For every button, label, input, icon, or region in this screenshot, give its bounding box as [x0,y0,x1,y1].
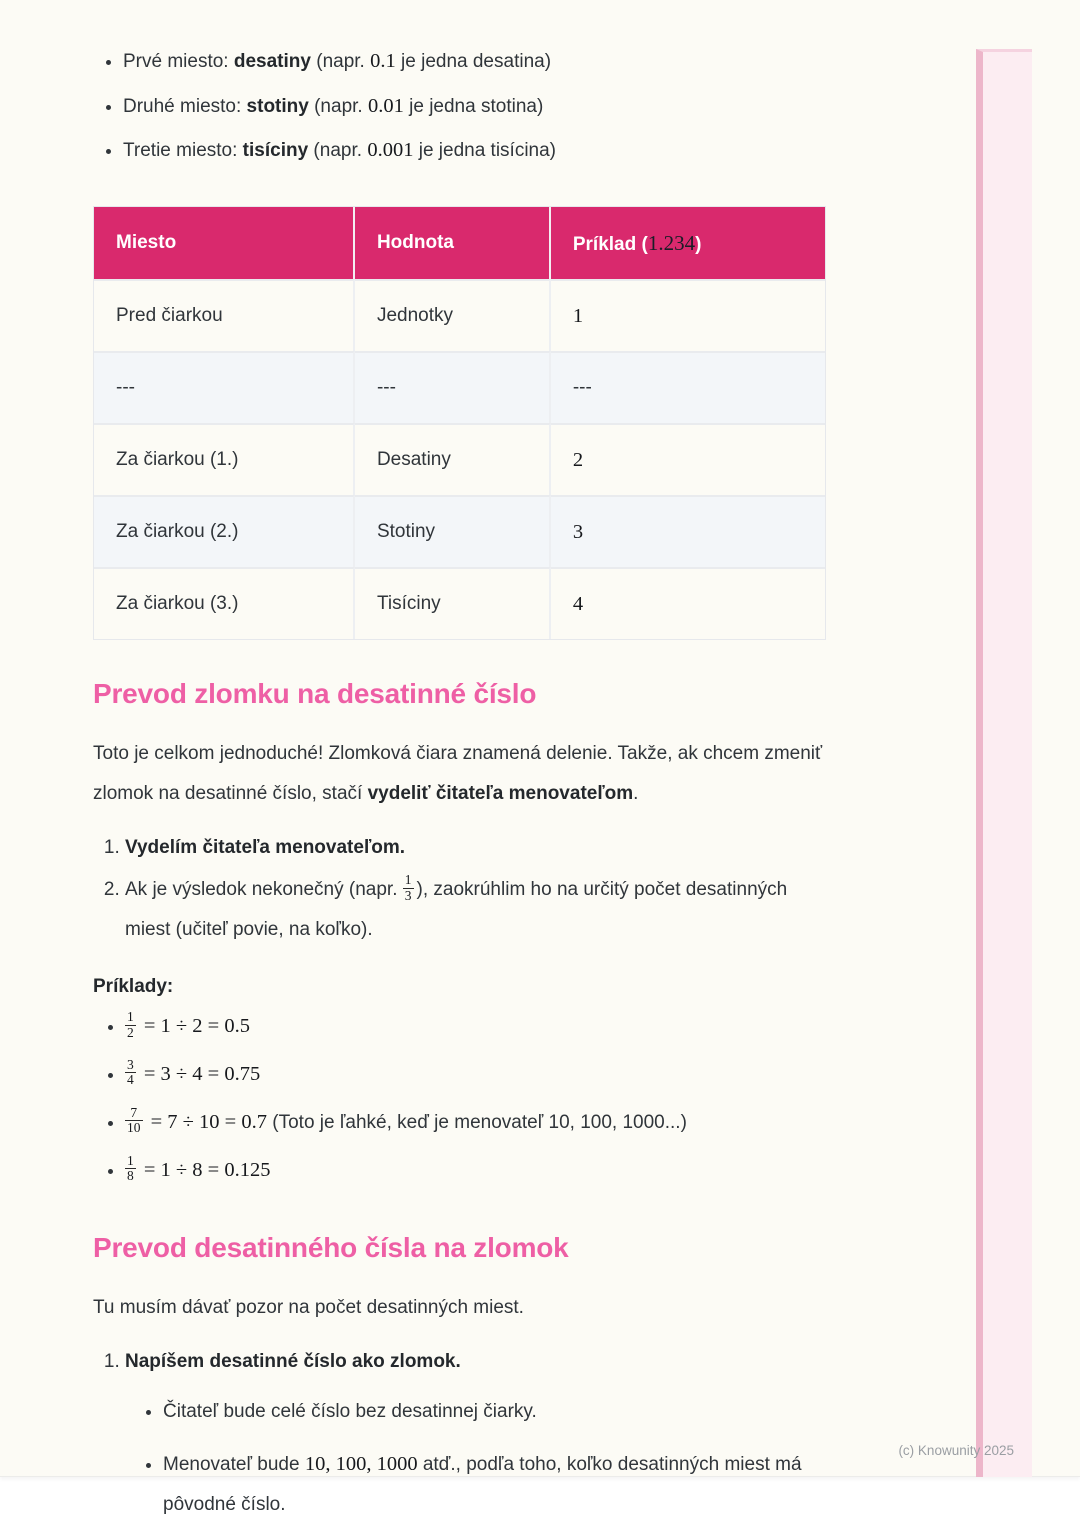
table-cell: Za čiarkou (1.) [94,423,355,495]
table-row [94,279,825,351]
sub-list-item: • Menovateľ bude 10, 100, 1000 atď., podľa toho, koľko desatinných miest má pôvodné číslo. [163,1444,833,1525]
fraction: $\frac{1}{3}$ [404,872,412,903]
scrollbar-track[interactable] [976,49,1032,1477]
document-content [93,0,833,1528]
section2-steps [93,1342,833,1525]
step-sub-list [125,1392,833,1525]
table-cell: 2 [551,423,825,495]
table-row [94,351,825,423]
section-heading-fraction-to-decimal: Prevod zlomku na desatinné číslo [93,678,537,710]
table-cell: Tisíciny [355,567,551,639]
example-item: • $\frac{7}{10}$ = 7 ÷ 10 = 0.7 (Toto je ľahké, keď je menovateľ 10, 100, 1000...) [125,1106,833,1139]
list-item: • Prvé miesto: desatiny (napr. 0.1 je jedna desatina) [123,47,833,77]
fraction: • $\frac{1}{2}$ [127,1009,134,1040]
example-item: • $\frac{1}{8}$ = 1 ÷ 8 = 0.125 [125,1154,833,1187]
section1-steps [93,828,833,950]
table-row [94,495,825,567]
copyright-watermark: (c) Knowunity 2025 [898,1443,1014,1458]
table-cell: Pred čiarkou [94,279,355,351]
fraction: • $\frac{7}{10}$ [127,1105,141,1136]
step-text: Napíšem desatinné číslo ako zlomok. [125,1351,461,1373]
table-header-priklad: Príklad (1.234) [551,207,825,279]
table-cell: --- [551,351,825,423]
table-header-miesto: Miesto [94,207,355,279]
examples-list [93,1010,833,1186]
table-cell: --- [355,351,551,423]
table-row [94,567,825,639]
table-cell: Jednotky [355,279,551,351]
decimal-places-table [93,206,826,640]
section1-paragraph: Toto je celkom jednoduché! Zlomková čiara znamená delenie. Takže, ak chcem zmeniť zlomok na desatinné číslo, stačí vydeliť čitateľa menovateľom. [93,743,823,805]
table-cell: 4 [551,567,825,639]
sub-list-item: • Čitateľ bude celé číslo bez desatinnej čiarky. [163,1392,833,1432]
example-item: • $\frac{3}{4}$ = 3 ÷ 4 = 0.75 [125,1058,833,1091]
table-row [94,423,825,495]
example-item: • $\frac{1}{2}$ = 1 ÷ 2 = 0.5 [125,1010,833,1043]
decimal-places-list [93,0,833,166]
table-cell: Desatiny [355,423,551,495]
table-cell: Za čiarkou (3.) [94,567,355,639]
table-cell: 3 [551,495,825,567]
table-cell: Stotiny [355,495,551,567]
section-heading-decimal-to-fraction: Prevod desatinného čísla na zlomok [93,1232,569,1264]
table-header-hodnota: Hodnota [355,207,551,279]
section2-paragraph: Tu musím dávať pozor na počet desatinných miest. [93,1297,524,1319]
examples-label: Príklady: [93,976,174,998]
table-cell: --- [94,351,355,423]
step-item: 1. Vydelím čitateľa menovateľom. [125,828,833,868]
list-item: • Tretie miesto: tisíciny (napr. 0.001 je jedna tisícina) [123,136,833,166]
table-cell: Za čiarkou (2.) [94,495,355,567]
step-item [125,1342,833,1525]
fraction: • $\frac{3}{4}$ [127,1057,134,1088]
step-item: 2. Ak je výsledok nekonečný (napr. $\frac{1}{3}$ ), zaokrúhlim ho na určitý počet desatinných miest (učiteľ povie, na koľko). [125,870,833,950]
table-header-row [94,207,825,279]
table-cell: 1 [551,279,825,351]
list-item: • Druhé miesto: stotiny (napr. 0.01 je jedna stotina) [123,92,833,122]
fraction: • $\frac{1}{8}$ [127,1152,134,1184]
